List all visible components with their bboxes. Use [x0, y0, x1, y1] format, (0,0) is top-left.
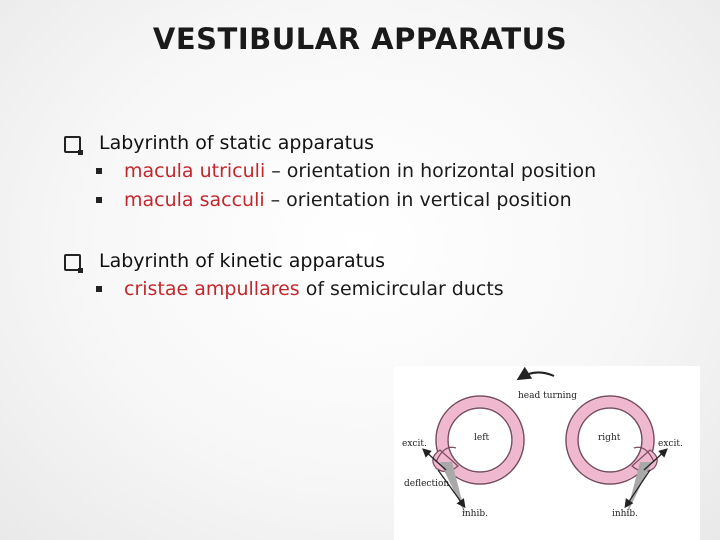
checkbox-square-icon — [64, 254, 81, 271]
label-right: right — [598, 433, 621, 443]
checkbox-square-icon — [64, 136, 81, 153]
item-term: cristae ampullares — [124, 277, 300, 300]
label-inhib-right: inhib. — [612, 509, 638, 519]
duct-diagram — [394, 366, 700, 540]
section-heading: Labyrinth of static apparatus — [99, 132, 375, 154]
item-description: orientation in horizontal position — [286, 159, 597, 182]
label-excit-right: excit. — [658, 439, 683, 449]
square-bullet-icon — [96, 197, 102, 203]
square-bullet-icon — [96, 168, 102, 174]
item-separator: – — [271, 159, 281, 182]
label-deflection: deflection — [404, 479, 450, 489]
list-item — [96, 185, 596, 214]
item-term: macula utriculi — [124, 159, 266, 182]
label-head-turning: head turning — [518, 391, 578, 401]
slide-title: VESTIBULAR APPARATUS — [152, 22, 568, 56]
section-static-apparatus — [64, 130, 596, 214]
label-excit-left: excit. — [402, 439, 427, 449]
section-kinetic-apparatus — [64, 248, 504, 303]
item-description: orientation in vertical position — [286, 188, 572, 211]
label-inhib-left: inhib. — [462, 509, 488, 519]
item-separator: – — [270, 188, 281, 211]
section-heading-row — [64, 130, 596, 156]
item-term: macula sacculi — [124, 188, 265, 211]
semicircular-duct-figure — [394, 366, 700, 540]
section-heading: Labyrinth of kinetic apparatus — [99, 250, 386, 272]
item-description: of semicircular ducts — [305, 277, 504, 300]
label-left: left — [474, 433, 490, 443]
head-turning-arrow-icon — [520, 372, 554, 378]
square-bullet-icon — [96, 286, 102, 292]
list-item — [96, 156, 596, 185]
section-heading-row — [64, 248, 504, 274]
list-item — [96, 274, 504, 303]
